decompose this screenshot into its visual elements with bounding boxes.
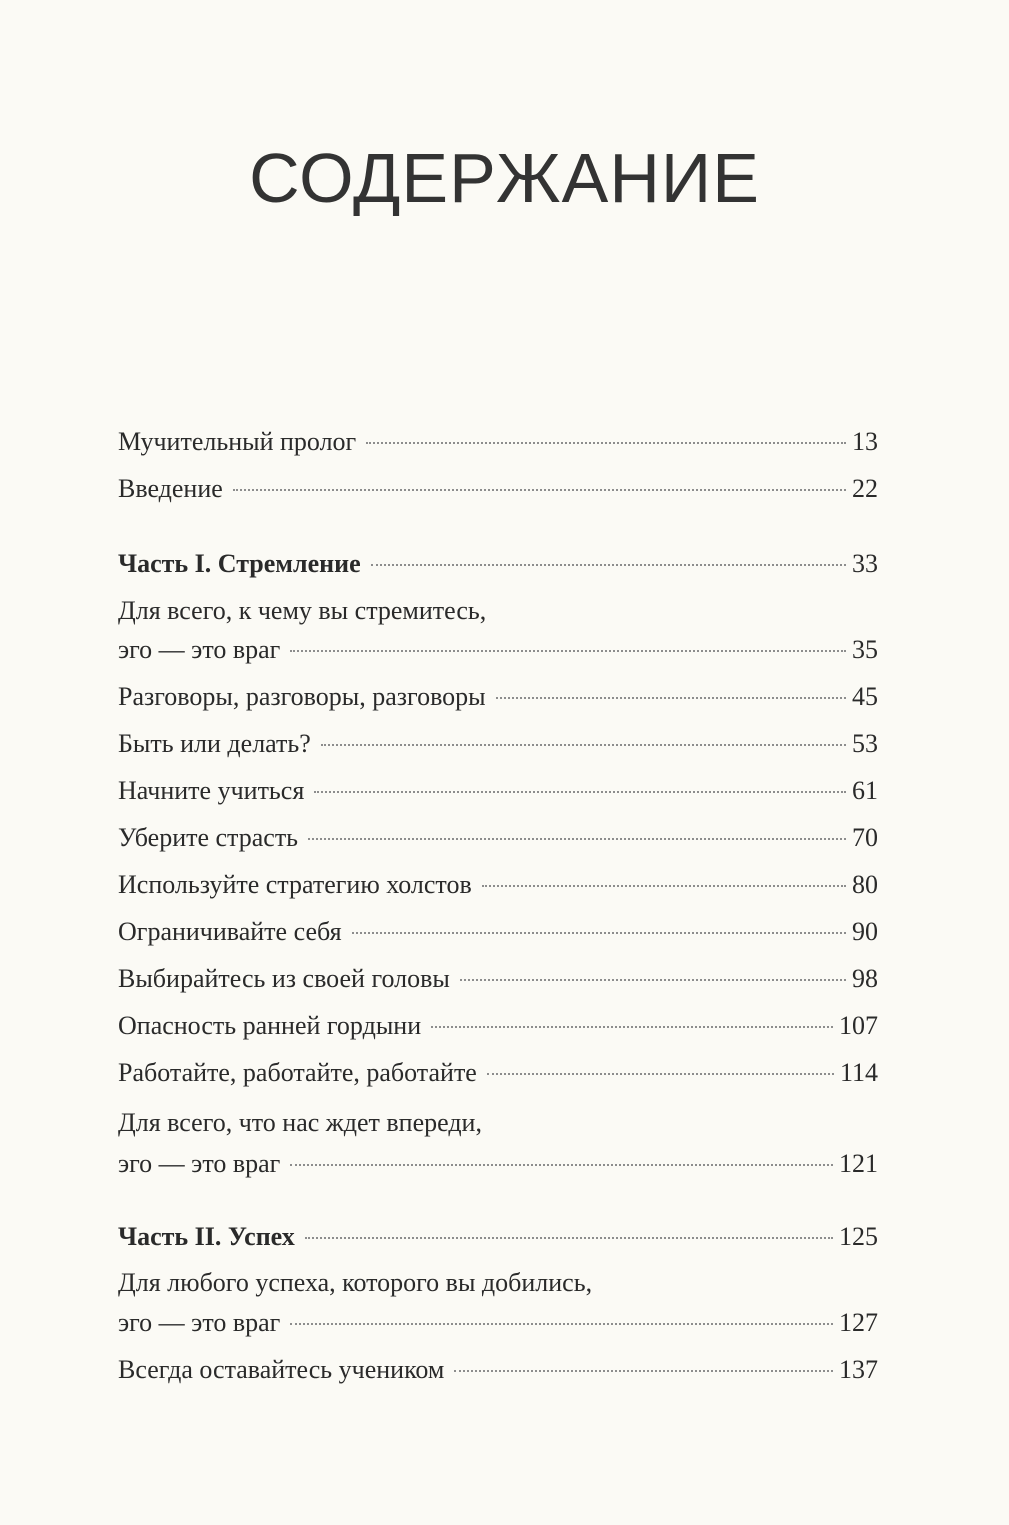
toc-entry-first-line: Для всего, что нас ждет впереди,	[118, 1108, 482, 1137]
toc-entry-label: эго — это враг	[118, 635, 281, 664]
toc-entry-first-line: Для всего, к чему вы стремитесь,	[118, 596, 487, 625]
toc-entry-page: 80	[852, 870, 878, 899]
toc-entry-page: 121	[839, 1149, 878, 1178]
toc-entry-label: Используйте стратегию холстов	[118, 870, 472, 899]
toc-entry	[118, 823, 878, 853]
dot-leader	[314, 791, 846, 793]
dot-leader	[290, 650, 846, 652]
dot-leader	[366, 442, 846, 444]
toc-entry-label: Опасность ранней гордыни	[118, 1011, 422, 1040]
dot-leader	[454, 1370, 833, 1372]
toc-entry-page: 53	[852, 729, 878, 758]
toc-entry-label: Мучительный пролог	[118, 427, 357, 456]
toc-entry-label: эго — это враг	[118, 1149, 281, 1178]
dot-leader	[371, 564, 846, 566]
dot-leader	[305, 1237, 833, 1239]
toc-entry-label: Ограничивайте себя	[118, 917, 342, 946]
toc-entry	[118, 427, 878, 457]
toc-entry	[118, 870, 878, 900]
toc-entry-page: 33	[852, 549, 878, 578]
dot-leader	[290, 1323, 833, 1325]
toc-entry-page: 114	[839, 1058, 878, 1087]
toc-entry	[118, 729, 878, 759]
toc-entry-label: Всегда оставайтесь учеником	[118, 1355, 445, 1384]
toc-part-label: Часть II. Успех	[118, 1222, 295, 1251]
toc-entry-first-line: Для любого успеха, которого вы добились,	[118, 1268, 593, 1297]
toc-part-heading	[118, 1222, 878, 1252]
toc-entry	[118, 1308, 878, 1338]
toc-entry	[118, 682, 878, 712]
page-title: СОДЕРЖАНИЕ	[249, 139, 760, 217]
toc-entry-label: Начните учиться	[118, 776, 305, 805]
dot-leader	[482, 885, 846, 887]
toc-entry	[118, 776, 878, 806]
toc-entry-label: Работайте, работайте, работайте	[118, 1058, 477, 1087]
toc-entry-label: Быть или делать?	[118, 729, 311, 758]
toc-entry-page: 70	[852, 823, 878, 852]
toc-entry-label: Введение	[118, 474, 223, 503]
dot-leader	[487, 1073, 834, 1075]
toc-entry-page: 107	[839, 1011, 878, 1040]
toc-entry-page: 13	[852, 427, 878, 456]
dot-leader	[233, 489, 846, 491]
toc-entry-page: 35	[852, 635, 878, 664]
dot-leader	[496, 697, 846, 699]
dot-leader	[460, 979, 846, 981]
toc-part-heading	[118, 549, 878, 579]
toc-entry-page: 22	[852, 474, 878, 503]
toc-entry-label: Разговоры, разговоры, разговоры	[118, 682, 486, 711]
toc-entry	[118, 635, 878, 665]
toc-entry-page: 137	[839, 1355, 878, 1384]
toc-entry	[118, 917, 878, 947]
toc-entry-page: 98	[852, 964, 878, 993]
dot-leader	[352, 932, 846, 934]
dot-leader	[321, 744, 846, 746]
toc-entry-page: 45	[852, 682, 878, 711]
toc-entry-label: Уберите страсть	[118, 823, 299, 852]
toc-entry	[118, 1149, 878, 1179]
dot-leader	[431, 1026, 833, 1028]
toc-entry-page: 125	[839, 1222, 878, 1251]
dot-leader	[308, 838, 846, 840]
toc-entry-page: 127	[839, 1308, 878, 1337]
toc-entry-page: 90	[852, 917, 878, 946]
toc-entry-label: Выбирайтесь из своей головы	[118, 964, 450, 993]
toc-entry	[118, 964, 878, 994]
dot-leader	[290, 1164, 833, 1166]
toc-entry	[118, 1355, 878, 1385]
toc-entry-page: 61	[852, 776, 878, 805]
toc-part-label: Часть I. Стремление	[118, 549, 361, 578]
toc-entry-label: эго — это враг	[118, 1308, 281, 1337]
toc-entry	[118, 474, 878, 504]
toc-entry	[118, 1058, 878, 1088]
toc-entry	[118, 1011, 878, 1041]
